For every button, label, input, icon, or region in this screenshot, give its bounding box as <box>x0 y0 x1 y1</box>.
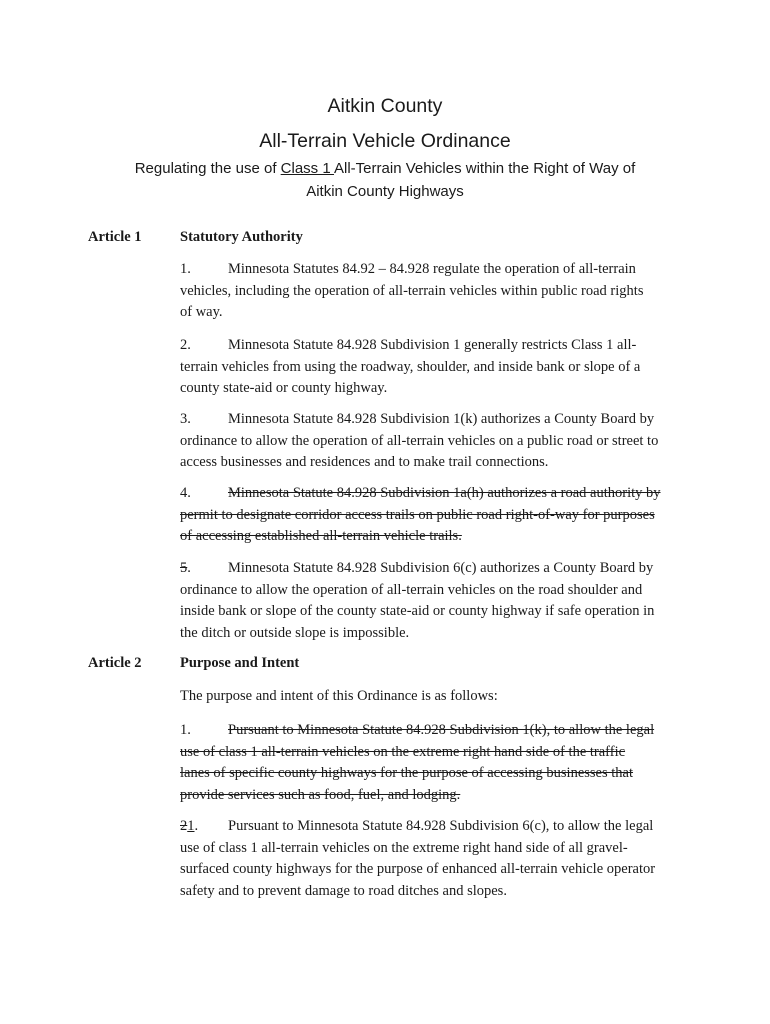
paragraph-text: provide services such as food, fuel, and lodging. <box>180 786 461 803</box>
paragraph-line <box>180 281 680 303</box>
paragraph-text: of accessing established all-terrain vehicle trails. <box>180 528 462 544</box>
paragraph-line <box>180 720 680 742</box>
deleted-number: 2 <box>180 818 188 834</box>
paragraph-line <box>180 357 680 379</box>
article-1-heading: Statutory Authority <box>180 229 303 245</box>
paragraph-text: terrain vehicles from using the roadway, shoulder, and inside bank or slope of a <box>180 358 641 375</box>
paragraph-number: 1. <box>180 722 191 738</box>
paragraph-line: ordinance to allow the operation of all-terrain vehicles on the road shoulder and <box>180 581 643 598</box>
paragraph-line: inside bank or slope of the county state-aid or county highway if safe operation in <box>180 603 655 619</box>
article-2-heading: Purpose and Intent <box>180 655 300 671</box>
paragraph-line <box>180 452 680 474</box>
paragraph-line: Minnesota Statute 84.928 Subdivision 6(c) authorizes a County Board by <box>228 560 654 576</box>
inserted-number: 1 <box>187 818 195 834</box>
subtitle-line1 <box>0 160 770 177</box>
paragraph-line: safety and to prevent damage to road ditches and slopes. <box>180 882 507 899</box>
paragraph-number: 1. <box>180 261 191 277</box>
paragraph-line <box>180 409 680 431</box>
article-1-label: Article 1 <box>88 229 142 245</box>
paragraph-line <box>180 526 680 548</box>
number-suffix: . <box>194 818 199 834</box>
paragraph-line <box>180 431 680 453</box>
paragraph-text: lanes of specific county highways for the purpose of accessing businesses that <box>180 765 634 781</box>
paragraph-line <box>180 302 680 324</box>
subtitle-inserted-text: Class 1 <box>280 160 335 177</box>
paragraph-text: Minnesota Statute 84.928 Subdivision 1a(h) authorizes a road authority by <box>228 485 661 501</box>
paragraph-text: Minnesota Statute 84.928 Subdivision 1(k) authorizes a County Board by <box>228 411 655 427</box>
subtitle-text: All-Terrain Vehicles within the Right of Way of <box>334 160 636 177</box>
article-1-deleted-paragraph <box>180 483 680 548</box>
paragraph-number: 3. <box>180 411 191 427</box>
paragraph-number: 4. <box>180 485 191 501</box>
article-2-label: Article 2 <box>88 655 142 671</box>
article-2-paragraph <box>180 816 680 902</box>
paragraph-line: Pursuant to Minnesota Statute 84.928 Subdivision 6(c), to allow the legal <box>228 818 654 834</box>
paragraph-line <box>180 763 680 785</box>
paragraph-line <box>180 742 680 764</box>
paragraph-line: the ditch or outside slope is impossible. <box>180 624 410 641</box>
paragraph-text: Pursuant to Minnesota Statute 84.928 Subdivision 1(k), to allow the legal <box>228 722 655 738</box>
title-ordinance: All-Terrain Vehicle Ordinance <box>259 130 511 152</box>
paragraph-text: use of class 1 all-terrain vehicles on the extreme right hand side of the traffic <box>180 743 626 760</box>
paragraph-line: The purpose and intent of this Ordinance is as follows: <box>180 688 498 704</box>
paragraph-line <box>180 335 680 357</box>
paragraph-text: permit to designate corridor access trails on public road right-of-way for purposes <box>180 506 655 523</box>
paragraph-text: Minnesota Statutes 84.92 – 84.928 regulate the operation of all-terrain <box>228 261 636 277</box>
paragraph-line <box>180 378 680 400</box>
paragraph-text: access businesses and residences and to make trail connections. <box>180 454 549 470</box>
paragraph-text: vehicles, including the operation of all-terrain vehicles within public road rights <box>180 282 644 299</box>
paragraph-line <box>180 505 680 527</box>
paragraph-text: of way. <box>180 304 223 320</box>
title-county: Aitkin County <box>327 95 443 117</box>
article-2-deleted-paragraph <box>180 720 680 806</box>
deleted-number: 5 <box>180 560 188 576</box>
paragraph-line <box>180 259 680 281</box>
paragraph-line: use of class 1 all-terrain vehicles on the extreme right hand side of all gravel- <box>180 839 628 856</box>
paragraph-number: 2. <box>180 337 191 353</box>
article-1-paragraph <box>180 409 680 474</box>
paragraph-text: ordinance to allow the operation of all-terrain vehicles on a public road or street to <box>180 432 659 449</box>
article-1-paragraph <box>180 335 680 400</box>
article-2-intro <box>180 686 680 708</box>
subtitle-line2: Aitkin County Highways <box>306 183 464 200</box>
paragraph-line <box>180 785 680 807</box>
paragraph-line <box>180 483 680 505</box>
number-suffix: . <box>187 560 191 576</box>
subtitle-text: Regulating the use of <box>134 160 281 177</box>
paragraph-text: Minnesota Statute 84.928 Subdivision 1 generally restricts Class 1 all- <box>228 337 637 353</box>
paragraph-line: surfaced county highways for the purpose of enhanced all-terrain vehicle operator <box>180 861 656 877</box>
article-1-paragraph <box>180 558 680 644</box>
article-1-paragraph <box>180 259 680 324</box>
paragraph-text: county state-aid or county highway. <box>180 380 388 396</box>
